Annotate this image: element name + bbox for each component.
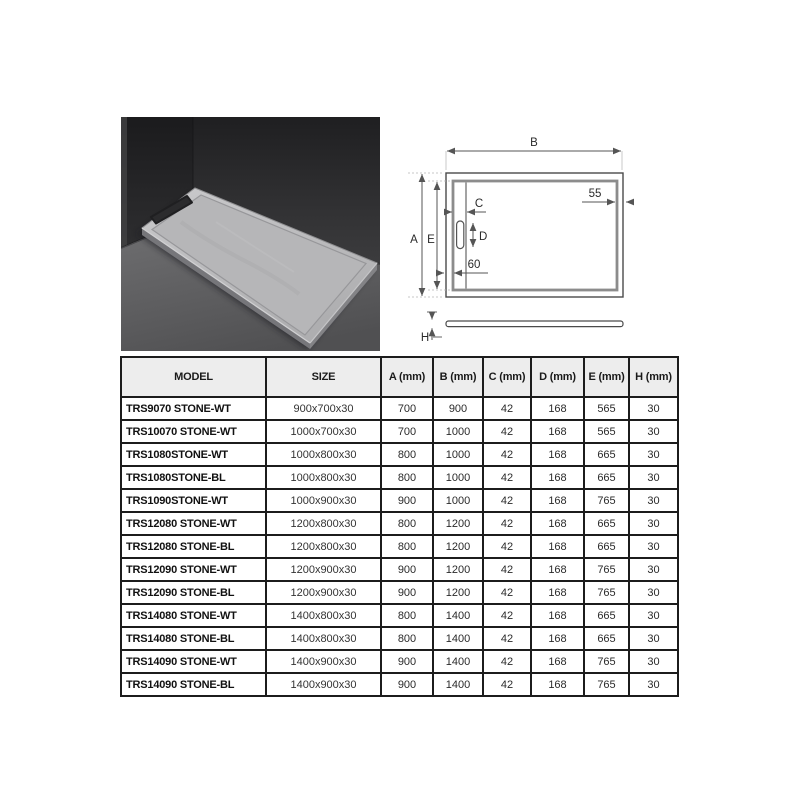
value-cell: 168 [531, 650, 584, 673]
value-cell: 168 [531, 581, 584, 604]
size-cell: 1400x800x30 [266, 604, 381, 627]
value-cell: 565 [584, 420, 629, 443]
value-cell: 1400 [433, 627, 483, 650]
table-row [121, 627, 678, 650]
value-cell: 30 [629, 627, 678, 650]
value-cell: 42 [483, 558, 531, 581]
value-cell: 665 [584, 512, 629, 535]
table-row [121, 535, 678, 558]
size-cell: 1200x900x30 [266, 558, 381, 581]
value-cell: 1000 [433, 443, 483, 466]
value-cell: 30 [629, 489, 678, 512]
dim-label-55: 55 [588, 188, 602, 200]
value-cell: 1400 [433, 650, 483, 673]
model-cell: TRS14090 STONE-BL [121, 673, 266, 696]
table-row [121, 512, 678, 535]
spec-table-header [121, 357, 678, 397]
size-cell: 1400x900x30 [266, 673, 381, 696]
model-cell: TRS10070 STONE-WT [121, 420, 266, 443]
size-cell: 1200x800x30 [266, 535, 381, 558]
dim-label-d: D [479, 231, 488, 243]
model-cell: TRS9070 STONE-WT [121, 397, 266, 420]
value-cell: 30 [629, 397, 678, 420]
value-cell: 42 [483, 466, 531, 489]
value-cell: 168 [531, 397, 584, 420]
value-cell: 765 [584, 558, 629, 581]
value-cell: 800 [381, 627, 433, 650]
size-cell: 1000x900x30 [266, 489, 381, 512]
value-cell: 30 [629, 443, 678, 466]
value-cell: 565 [584, 397, 629, 420]
spec-table-container [120, 356, 677, 697]
value-cell: 30 [629, 558, 678, 581]
value-cell: 900 [433, 397, 483, 420]
value-cell: 1200 [433, 581, 483, 604]
table-row [121, 581, 678, 604]
dim-label-60: 60 [467, 259, 481, 271]
value-cell: 800 [381, 466, 433, 489]
size-cell: 900x700x30 [266, 397, 381, 420]
model-cell: TRS1090STONE-WT [121, 489, 266, 512]
value-cell: 30 [629, 512, 678, 535]
value-cell: 700 [381, 397, 433, 420]
value-cell: 1200 [433, 535, 483, 558]
value-cell: 30 [629, 535, 678, 558]
value-cell: 30 [629, 466, 678, 489]
table-row [121, 604, 678, 627]
model-cell: TRS1080STONE-BL [121, 466, 266, 489]
table-row [121, 489, 678, 512]
dim-label-c: C [474, 198, 484, 210]
value-cell: 765 [584, 581, 629, 604]
value-cell: 1000 [433, 420, 483, 443]
value-cell: 900 [381, 673, 433, 696]
value-cell: 765 [584, 673, 629, 696]
value-cell: 800 [381, 535, 433, 558]
size-cell: 1200x800x30 [266, 512, 381, 535]
value-cell: 168 [531, 489, 584, 512]
value-cell: 42 [483, 650, 531, 673]
value-cell: 800 [381, 512, 433, 535]
column-header: A (mm) [381, 357, 433, 397]
value-cell: 765 [584, 489, 629, 512]
drain-capsule [457, 221, 464, 249]
value-cell: 900 [381, 489, 433, 512]
model-cell: TRS14090 STONE-WT [121, 650, 266, 673]
value-cell: 1000 [433, 466, 483, 489]
size-cell: 1000x700x30 [266, 420, 381, 443]
column-header: MODEL [121, 357, 266, 397]
value-cell: 42 [483, 443, 531, 466]
column-header: D (mm) [531, 357, 584, 397]
size-cell: 1400x800x30 [266, 627, 381, 650]
value-cell: 900 [381, 581, 433, 604]
value-cell: 42 [483, 489, 531, 512]
value-cell: 168 [531, 604, 584, 627]
value-cell: 1200 [433, 558, 483, 581]
table-row [121, 558, 678, 581]
value-cell: 30 [629, 650, 678, 673]
column-header: H (mm) [629, 357, 678, 397]
value-cell: 42 [483, 397, 531, 420]
spec-table [120, 356, 679, 697]
model-cell: TRS12090 STONE-BL [121, 581, 266, 604]
table-row [121, 420, 678, 443]
dim-label-a: A [410, 234, 418, 246]
size-cell: 1000x800x30 [266, 466, 381, 489]
value-cell: 665 [584, 443, 629, 466]
value-cell: 42 [483, 512, 531, 535]
value-cell: 30 [629, 604, 678, 627]
tray-dimension-drawing [400, 110, 690, 350]
value-cell: 42 [483, 627, 531, 650]
dim-label-b: B [530, 137, 538, 149]
model-cell: TRS14080 STONE-BL [121, 627, 266, 650]
wall-edge-highlight [121, 117, 127, 248]
dim-label-h: H [420, 332, 430, 344]
column-header: SIZE [266, 357, 381, 397]
value-cell: 1200 [433, 512, 483, 535]
tray-side-profile [446, 321, 623, 327]
value-cell: 30 [629, 673, 678, 696]
value-cell: 665 [584, 627, 629, 650]
model-cell: TRS1080STONE-WT [121, 443, 266, 466]
value-cell: 42 [483, 604, 531, 627]
dimension-diagram [400, 110, 690, 350]
value-cell: 900 [381, 558, 433, 581]
table-row [121, 673, 678, 696]
column-header: B (mm) [433, 357, 483, 397]
value-cell: 168 [531, 535, 584, 558]
column-header: C (mm) [483, 357, 531, 397]
value-cell: 800 [381, 443, 433, 466]
value-cell: 42 [483, 673, 531, 696]
table-row [121, 650, 678, 673]
size-cell: 1000x800x30 [266, 443, 381, 466]
product-photo [121, 117, 380, 351]
shower-tray-photo [121, 117, 380, 351]
value-cell: 1400 [433, 673, 483, 696]
model-cell: TRS12090 STONE-WT [121, 558, 266, 581]
model-cell: TRS14080 STONE-WT [121, 604, 266, 627]
value-cell: 42 [483, 581, 531, 604]
value-cell: 168 [531, 673, 584, 696]
value-cell: 665 [584, 466, 629, 489]
value-cell: 168 [531, 420, 584, 443]
spec-table-body [121, 397, 678, 696]
table-row [121, 397, 678, 420]
value-cell: 168 [531, 512, 584, 535]
table-row [121, 443, 678, 466]
value-cell: 168 [531, 558, 584, 581]
model-cell: TRS12080 STONE-WT [121, 512, 266, 535]
column-header: E (mm) [584, 357, 629, 397]
value-cell: 800 [381, 604, 433, 627]
value-cell: 665 [584, 535, 629, 558]
value-cell: 42 [483, 535, 531, 558]
model-cell: TRS12080 STONE-BL [121, 535, 266, 558]
dim-label-e: E [427, 234, 435, 246]
size-cell: 1400x900x30 [266, 650, 381, 673]
value-cell: 700 [381, 420, 433, 443]
header-row [121, 357, 678, 397]
value-cell: 168 [531, 443, 584, 466]
size-cell: 1200x900x30 [266, 581, 381, 604]
value-cell: 765 [584, 650, 629, 673]
value-cell: 900 [381, 650, 433, 673]
value-cell: 30 [629, 581, 678, 604]
value-cell: 1000 [433, 489, 483, 512]
value-cell: 30 [629, 420, 678, 443]
value-cell: 42 [483, 420, 531, 443]
value-cell: 168 [531, 627, 584, 650]
value-cell: 1400 [433, 604, 483, 627]
table-row [121, 466, 678, 489]
value-cell: 665 [584, 604, 629, 627]
value-cell: 168 [531, 466, 584, 489]
